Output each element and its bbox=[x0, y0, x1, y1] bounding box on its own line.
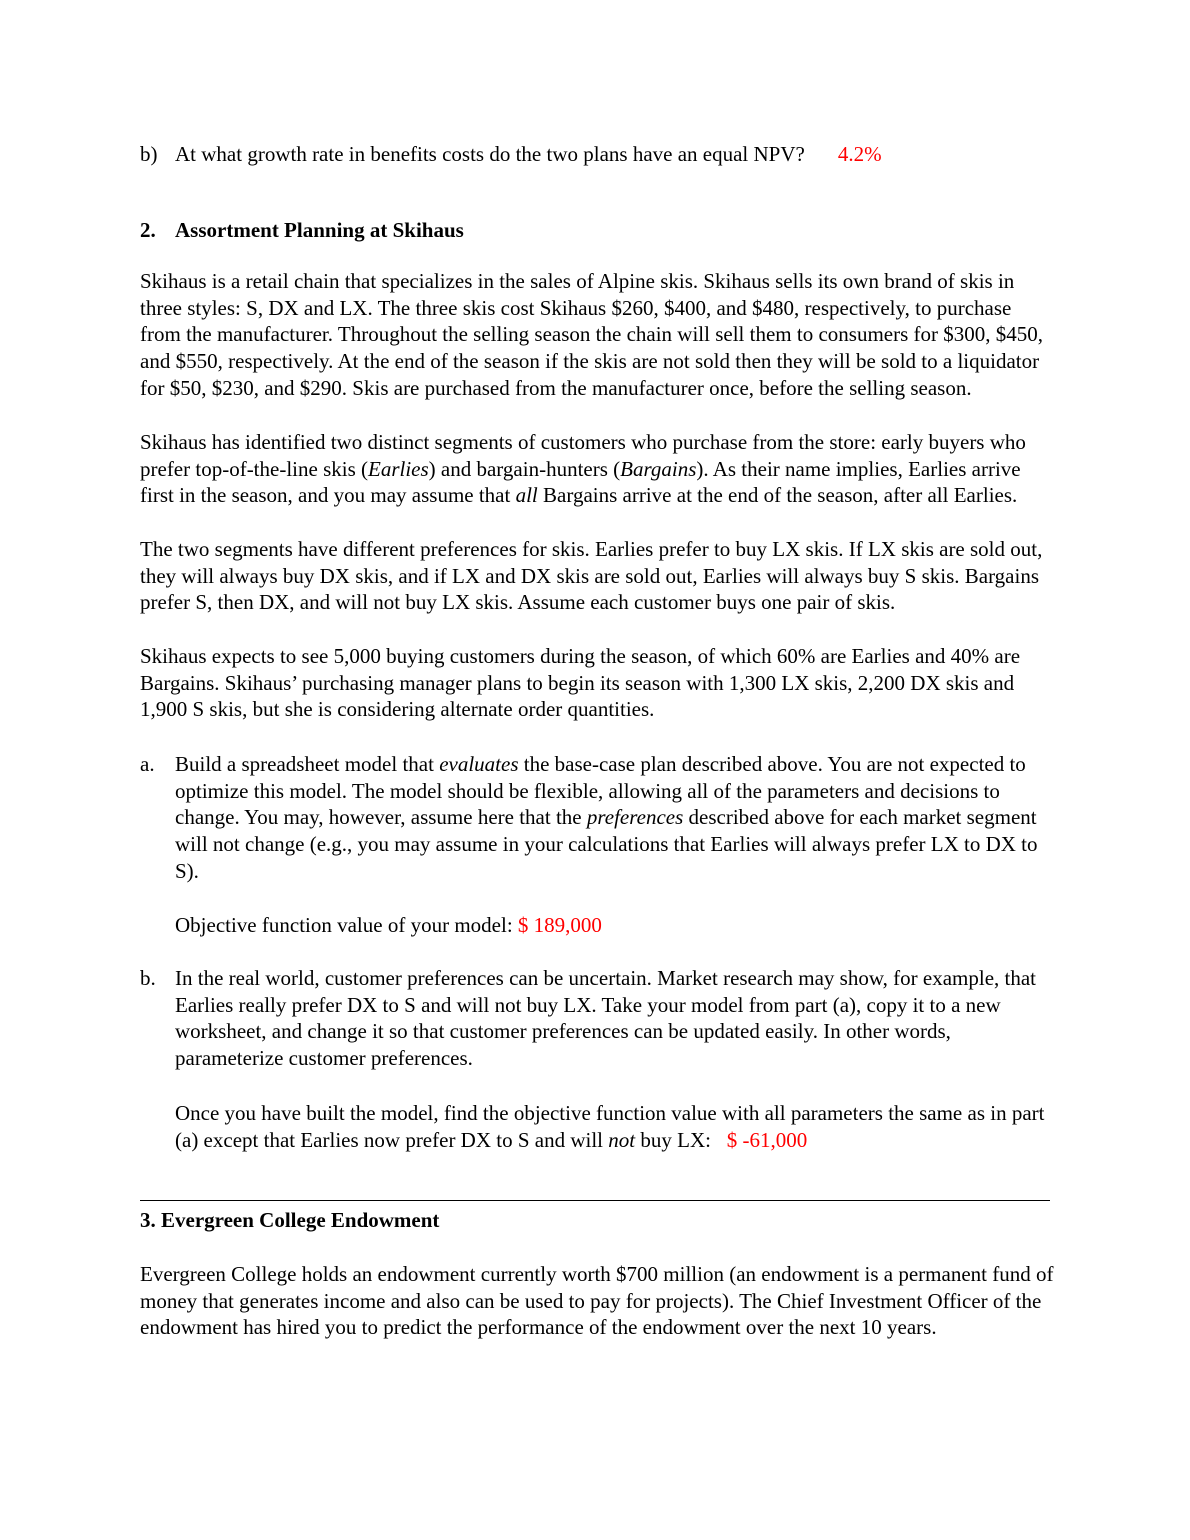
part-a-objective bbox=[175, 912, 1055, 939]
part-b-followup-text-2: buy LX: bbox=[635, 1127, 727, 1152]
part-b-followup-text-1: Once you have built the model, find the objective function value with all parameters the same as in part (a) except that Earlies now prefer DX to S and will bbox=[175, 1101, 1045, 1152]
part-a-preferences: preferences bbox=[586, 805, 684, 830]
part-a-text-1: Build a spreadsheet model that bbox=[175, 752, 440, 776]
section2-paragraph-2 bbox=[140, 429, 1055, 509]
part-b-text: In the real world, customer preferences can be uncertain. Market research may show, for example, that Earlies really prefer DX to S and will not buy LX. Take your model from part (a), copy it to a new worksheet, and change it so that customer preferences can be updated easily. In other words, parameterize customer preferences. bbox=[175, 966, 1036, 1071]
part-b-objective-value: $ -61,000 bbox=[726, 1127, 808, 1152]
part-a-label: a. bbox=[140, 752, 155, 776]
p2-earlies: Earlies bbox=[368, 456, 429, 481]
p2-text-d: Bargains arrive at the end of the season, after all Earlies. bbox=[537, 483, 1018, 508]
p2-all: all bbox=[515, 483, 538, 508]
p2-text-c: ). As their name implies, Earlies arrive first in the season, and you may assume that bbox=[140, 456, 1021, 508]
prev-question-label: b) bbox=[140, 142, 158, 166]
part-b-followup bbox=[175, 1100, 1055, 1153]
part-a-text-2: the base-case plan described above. You are not expected to optimize this model. The model should be flexible, allowing all of the parameters and decisions to change. You may, however, assume here that the bbox=[175, 752, 1026, 830]
section2-paragraph-3: The two segments have different preferences for skis. Earlies prefer to buy LX skis. If LX skis are sold out, they will always buy DX skis, and if LX and DX skis are sold out, Earlies will always buy S skis. Bargains prefer S, then DX, and will not buy LX skis. Assume each customer buys one pair of skis. bbox=[140, 537, 1043, 615]
part-a-text-3: described above for each market segment will not change (e.g., you may assume in your calculations that Earlies will always prefer LX to DX to S). bbox=[175, 805, 1038, 883]
section3-paragraph: Evergreen College holds an endowment currently worth $700 million (an endowment is a permanent fund of money that generates income and also can be used to pay for projects). The Chief Investment Officer of the endowment has hired you to predict the performance of the endowment over the next 10 years. bbox=[140, 1262, 1054, 1340]
section2-heading-title: Assortment Planning at Skihaus bbox=[175, 218, 464, 242]
part-a-objective-value: $ 189,000 bbox=[517, 913, 602, 937]
section2-heading bbox=[140, 217, 464, 243]
p2-text-b: ) and bargain-hunters ( bbox=[428, 456, 621, 481]
part-a-evaluates: evaluates bbox=[439, 752, 519, 776]
section-divider bbox=[140, 1200, 1050, 1201]
prev-question-text: At what growth rate in benefits costs do the two plans have an equal NPV? bbox=[175, 142, 805, 166]
section2-heading-number: 2. bbox=[140, 218, 156, 242]
p2-text-a: Skihaus has identified two distinct segments of customers who purchase from the store: early buyers who prefer top-of-the-line skis ( bbox=[140, 430, 1026, 481]
part-a-text bbox=[175, 751, 1055, 885]
part-b-not: not bbox=[608, 1127, 636, 1152]
section2-paragraph-1: Skihaus is a retail chain that specializes in the sales of Alpine skis. Skihaus sells its own brand of skis in three styles: S, DX and LX. The three skis cost Skihaus $260, $400, and $480, respectively, to purchase from the manufacturer. Throughout the selling season the chain will sell them to consumers for $300, $450, and $550, respectively. At the end of the season if the skis are not sold then they will be sold to a liquidator for $50, $230, and $290. Skis are purchased from the manufacturer once, before the selling season. bbox=[140, 269, 1043, 400]
p2-bargains: Bargains bbox=[620, 456, 697, 481]
prev-question-answer: 4.2% bbox=[837, 142, 882, 166]
prev-question bbox=[140, 141, 882, 167]
section2-paragraph-4: Skihaus expects to see 5,000 buying customers during the season, of which 60% are Earlies and 40% are Bargains. Skihaus’ purchasing manager plans to begin its season with 1,300 LX skis, 2,200 DX skis and 1,900 S skis, but she is considering alternate order quantities. bbox=[140, 644, 1021, 722]
section3-heading: 3. Evergreen College Endowment bbox=[140, 1208, 440, 1232]
part-b-label: b. bbox=[140, 966, 156, 990]
part-a-objective-label: Objective function value of your model: bbox=[175, 913, 518, 937]
